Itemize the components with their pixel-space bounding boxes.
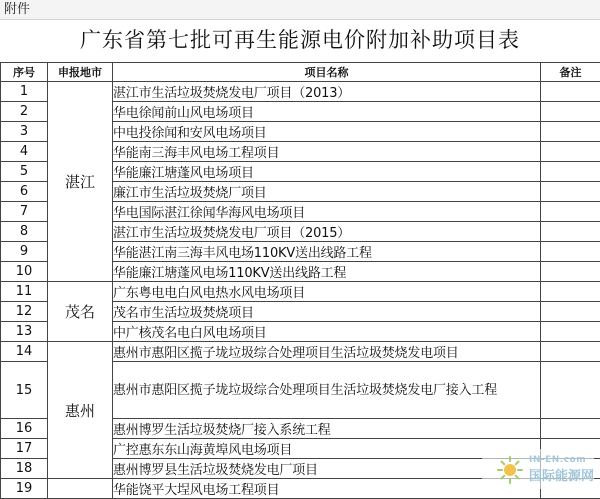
page-title: 广东省第七批可再生能源电价附加补助项目表 [0, 20, 600, 60]
sun-logo-icon [495, 454, 525, 484]
note-cell [541, 419, 600, 439]
annex-label: 附件 [0, 0, 600, 20]
watermark-en: IN-EN.com [529, 455, 586, 465]
row-no: 15 [1, 362, 48, 419]
row-no: 6 [1, 182, 48, 202]
row-no: 19 [1, 479, 48, 499]
row-no: 13 [1, 322, 48, 342]
project-name: 华电徐闻前山风电场项目 [113, 102, 541, 122]
note-cell [541, 242, 600, 262]
header-row [1, 63, 600, 82]
note-cell [541, 262, 600, 282]
project-name: 中广核茂名电白风电场项目 [113, 322, 541, 342]
project-name: 广东粤电电白风电热水风电场项目 [113, 282, 541, 302]
note-cell [541, 302, 600, 322]
project-name: 惠州市惠阳区揽子垅垃圾综合处理项目生活垃圾焚烧发电厂接入工程 [113, 362, 541, 419]
project-name: 惠州市惠阳区揽子垅垃圾综合处理项目生活垃圾焚烧发电项目 [113, 342, 541, 362]
note-cell [541, 282, 600, 302]
project-name: 湛江市生活垃圾焚烧发电厂项目（2015） [113, 222, 541, 242]
project-table [0, 62, 600, 499]
project-name: 华能廉江塘蓬风电场项目 [113, 162, 541, 182]
project-name: 茂名市生活垃圾焚烧项目 [113, 302, 541, 322]
note-cell [541, 322, 600, 342]
region-cell [48, 479, 113, 499]
note-cell [541, 362, 600, 419]
project-name: 惠州博罗生活垃圾焚烧厂接入系统工程 [113, 419, 541, 439]
note-cell [541, 122, 600, 142]
project-name: 湛江市生活垃圾焚烧发电厂项目（2013） [113, 82, 541, 102]
region-cell: 茂名 [48, 282, 113, 342]
project-name: 广控惠东东山海黄埠风电场项目 [113, 439, 541, 459]
note-cell [541, 102, 600, 122]
row-no: 3 [1, 122, 48, 142]
header-note: 备注 [541, 63, 600, 82]
table-row [1, 282, 600, 302]
row-no: 12 [1, 302, 48, 322]
row-no: 17 [1, 439, 48, 459]
row-no: 8 [1, 222, 48, 242]
region-cell: 惠州 [48, 342, 113, 479]
note-cell [541, 202, 600, 222]
row-no: 1 [1, 82, 48, 102]
watermark [482, 449, 594, 489]
note-cell [541, 142, 600, 162]
project-name: 中电投徐闻和安风电场项目 [113, 122, 541, 142]
region-cell: 湛江 [48, 82, 113, 282]
header-name: 项目名称 [113, 63, 541, 82]
row-no: 10 [1, 262, 48, 282]
project-name: 惠州博罗县生活垃圾焚烧发电厂项目 [113, 459, 541, 479]
row-no: 5 [1, 162, 48, 182]
row-no: 2 [1, 102, 48, 122]
project-name: 廉江市生活垃圾焚烧厂项目 [113, 182, 541, 202]
table-row [1, 82, 600, 102]
row-no: 9 [1, 242, 48, 262]
row-no: 11 [1, 282, 48, 302]
project-name: 华能湛江南三海丰风电场110KV送出线路工程 [113, 242, 541, 262]
watermark-cn: 国际能源网 [529, 465, 594, 484]
note-cell [541, 82, 600, 102]
note-cell [541, 222, 600, 242]
row-no: 14 [1, 342, 48, 362]
table-row [1, 342, 600, 362]
project-name: 华能饶平大埕风电场工程项目 [113, 479, 541, 499]
row-no: 7 [1, 202, 48, 222]
note-cell [541, 162, 600, 182]
project-name: 华能廉江塘蓬风电场110KV送出线路工程 [113, 262, 541, 282]
note-cell [541, 342, 600, 362]
note-cell [541, 182, 600, 202]
row-no: 4 [1, 142, 48, 162]
project-name: 华电国际湛江徐闻华海风电场项目 [113, 202, 541, 222]
project-name: 华能南三海丰风电场工程项目 [113, 142, 541, 162]
header-no: 序号 [1, 63, 48, 82]
header-region: 申报地市 [48, 63, 113, 82]
row-no: 16 [1, 419, 48, 439]
row-no: 18 [1, 459, 48, 479]
